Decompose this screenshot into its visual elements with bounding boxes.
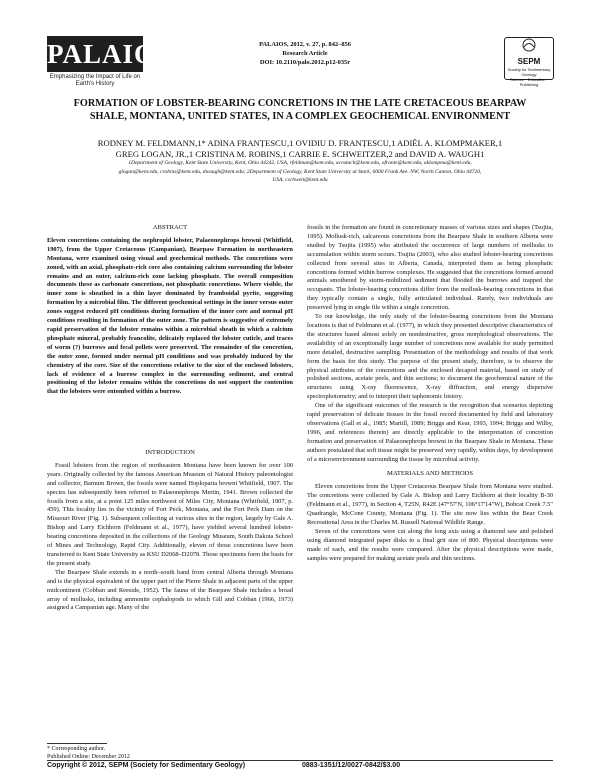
published-online-note: Published Online: December 2012 bbox=[47, 754, 130, 760]
sepm-subtitle: Society for Sedimentary Geology bbox=[507, 67, 551, 77]
footer-rule bbox=[47, 760, 553, 761]
issn-code: 0883-1351/12/0027-0842/$3.00 bbox=[302, 762, 401, 769]
right-paragraph-1: fossils in the formation are found in concretionary masses of various sizes and shapes (Tsujita, 1995). Mollusk-rich, calcareous concretions from the Bearpaw Shale in southern Alberta were studied by Tsujita (1995) who attributed the occurrence of large numbers of mollusks to accumulation within storm scours. Tsujita (2003), who also studied lobster-bearing concretions collected from several sites in Alberta, Canada, interpreted them as being phosphatic concretions formed within burrow complexes. He suggested that the concretions formed around animals smothered by storm-mobilized sediment that flooded the burrows and trapped the occupants. The lobster-bearing concretions differ from the mollusk-bearing concretions in that they typically contain a single, fully articulated individual. Rarely, two individuals are preserved lying in single file within a single concretion. bbox=[307, 224, 553, 312]
footnote-rule bbox=[47, 743, 107, 744]
right-column bbox=[307, 224, 553, 564]
sepm-logo bbox=[504, 37, 554, 87]
journal-info bbox=[220, 40, 390, 67]
logo-tagline-line-2: Earth's History bbox=[75, 81, 115, 87]
palaios-logo: PALAIOS bbox=[47, 36, 143, 72]
article-title: FORMATION OF LOBSTER-BEARING CONCRETIONS IN THE LATE CRETACEOUS BEARPAW SHALE, MONTANA, UNITED STATES, IN A COMPLEX GEOCHEMICAL ENVIRONMENT bbox=[73, 98, 527, 122]
abstract-text: Eleven concretions containing the nephropid lobster, Palaeonephrops browni (Whitfield, 1907), from the Upper Cretaceous (Campanian), Bearpaw Formation in northeastern Montana, were examined using visual and geochemical methods. The concretions were zoned, with an axial, phosphate-rich core also containing calcium surrounding the lobster remains and an outer, calcium-rich zone lacking phosphate. The overall composition documents these as carbonate concretions, not phosphatic concretions. Where visible, the inner zone is sheathed in a thin layer dominated by framboidal pyrite, suggesting formation by a microbial film. The different geochemical settings in the inner versus outer zones suggest reduced pH conditions during formation of the inner core and normal pH conditions resulting in formation of the outer zone. The pattern is suggestive of extremely rapid preservation of the lobster remains within a microbial sheath in which a calcium phosphate mineral, probably francolite, delicately replaced the lobster cuticle, and traces of worm (?) burrows and fecal pellets were preserved. The remainder of the concretion, the outer zone, formed under normal pH conditions and was probably induced by the chemistry of the core. Size of the concretions relative to the size of the enclosed lobsters, lack of evidence of a burrow complex in the surrounding sediment, and central positioning of the lobster remains within the concretions do not support the contention that the lobsters were entombed within a burrow. bbox=[47, 236, 293, 396]
abstract-section bbox=[47, 224, 293, 397]
sepm-emblem-icon bbox=[521, 38, 537, 52]
corresponding-author-note: * Corresponding author. bbox=[47, 746, 106, 752]
introduction-paragraph-1: Fossil lobsters from the region of northeastern Montana have been known for over 100 years. Originally collected by the famous American Museum of Natural History paleontologist and collector, Barnum Brown, the fossils were named Hoploparia browni Whitfield, 1907. The species has subsequently been referred to Palaeonephrops Mertin, 1941. Brown collected the fossils from a site, at a point 125 miles northwest of Miles City, Montana (Whitfield, 1907, p. 459). This locality lies in the vicinity of Fort Peck, Montana, and the Fort Peck Dam on the Missouri River (Fig. 1). Subsequent collecting at various sites in the region, largely by Gale A. Bishop and Larry Eichhorn (Feldmann et al., 1977), have yielded several hundred lobster-bearing concretions deposited in the collections of the Geology Museum, South Dakota School of Mines and Technology, Rapid City. Additionally, eleven of those concretions have been transferred to Kent State University as KSU D2068–D2078. Those specimens form the basis for the present study. bbox=[47, 461, 293, 567]
logo-tagline bbox=[47, 74, 143, 88]
right-paragraph-2: To our knowledge, the only study of the lobster-bearing concretions from the Montana locations is that of Feldmann et al. (1977), in which they presented descriptive characteristics of the structures based almost solely on nondestructive, gross morphological observations. The availability of an exceptionally large number of concretions now available for study permitted more detailed, destructive sampling. Presentation of the methodology and results of that work form the basis for this study. The purpose of the present study, therefore, is to observe the physical attributes of the concretions and the enclosed decapod material, based on study of polished sections, acetate peels, and thin sections; to document the geochemical nature of the structures using X-ray fluorescence, X-ray diffraction, and energy dispersive spectrophotometry; and to interpret their taphonomic history. bbox=[307, 313, 553, 401]
copyright-notice: Copyright © 2012, SEPM (Society for Sedimentary Geology) bbox=[47, 762, 246, 769]
methods-heading: MATERIALS AND METHODS bbox=[386, 470, 474, 478]
methods-paragraph-2: Seven of the concretions were cut along the long axis using a diamond saw and polished using diamond integrated paper disks to a final grit size of 800. Physical descriptions were made of each, and the results were compared. After the physical descriptions were made, samples were prepared for making acetate peels and thin sections. bbox=[307, 527, 553, 562]
article-type: Research Article bbox=[282, 50, 328, 57]
affiliation-line-1: 1Department of Geology, Kent State University, Kent, Ohio 44242, USA, rfeldman@kent.edu, acostach@kent.edu, ofrante@kent.edu, aklompma@kent.edu, bbox=[128, 160, 472, 166]
sepm-title: SEPM bbox=[517, 57, 541, 66]
affiliation-line-3: USA, cschweit@kent.edu bbox=[272, 177, 328, 184]
abstract-heading: ABSTRACT bbox=[152, 224, 188, 231]
author-list bbox=[55, 138, 545, 160]
introduction-heading: INTRODUCTION bbox=[145, 449, 195, 456]
author-line-1: RODNEY M. FELDMANN,1* ADINA FRANȚESCU,1 OVIDIU D. FRANȚESCU,1 ADIËL A. KLOMPMAKER,1 bbox=[97, 138, 503, 148]
affiliation-line-2: glogan@kent.edu, crobins@kent.edu, dwaugh@kent.edu; 2Department of Geology, Kent State University at Stark, 6000 Frank Ave. NW, North Canton, Ohio 44720, bbox=[118, 168, 482, 175]
sepm-motto: Science · Education · Publishing bbox=[509, 77, 549, 87]
journal-citation: PALAIOS, 2012, v. 27, p. 842–856 bbox=[259, 41, 351, 48]
introduction-paragraph-2: The Bearpaw Shale extends in a north–south band from central Alberta through Montana and is the physical equivalent of the upper part of the Pierre Shale in adjacent parts of the upper midcontinent (Cobban and Reeside, 1952). The fauna of the Bearpaw Shale includes a broad array of mollusks, including ammonite cephalopods to which Gill and Cobban (1966, 1973) assigned a Campanian age. Many of the bbox=[47, 568, 293, 612]
affiliations bbox=[40, 159, 560, 185]
introduction-section bbox=[47, 449, 293, 613]
right-paragraph-3: One of the significant outcomes of the research is the recognition that scenarios depicting rapid preservation of delicate tissues in the fossil record documented by field and laboratory observations (Gall et al., 1985; Martill, 1989; Briggs and Kear, 1993, 1994; Briggs and Wilby, 1996, and references therein) are directly applicable to the interpretation of concretion formation and preservation of Palaeonephrops browni in the Bearpaw Shale in Montana. These authors postulated that soft tissue might be preserved very rapidly, within days, by development of a microenvironment surrounding the tissue by microbial activity. bbox=[307, 402, 553, 463]
footnote bbox=[47, 745, 130, 761]
author-line-2: GREG LOGAN, JR.,1 CRISTINA M. ROBINS,1 CARRIE E. SCHWEITZER,2 and DAVID A. WAUGH1 bbox=[115, 149, 485, 159]
methods-paragraph-1: Eleven concretions from the Upper Cretaceous Bearpaw Shale from Montana were studied. The concretions were collected by Gale A. Bishop and Larry Eichhorn at their locality B-30 (Feldmann et al., 1977), in Section 4, T25N, R42E (47°57′N, 106°17′14″W), Bobcat Creek 7.5″ Quadrangle, McCone County, Montana (Fig. 1). The site now lies within the Bear Creek Recreational Area in the Charles M. Russell National Wildlife Range. bbox=[307, 483, 553, 526]
doi: DOI: 10.2110/palo.2012.p12-035r bbox=[259, 59, 351, 66]
logo-tagline-line-1: Emphasizing the Impact of Life on bbox=[49, 74, 141, 80]
